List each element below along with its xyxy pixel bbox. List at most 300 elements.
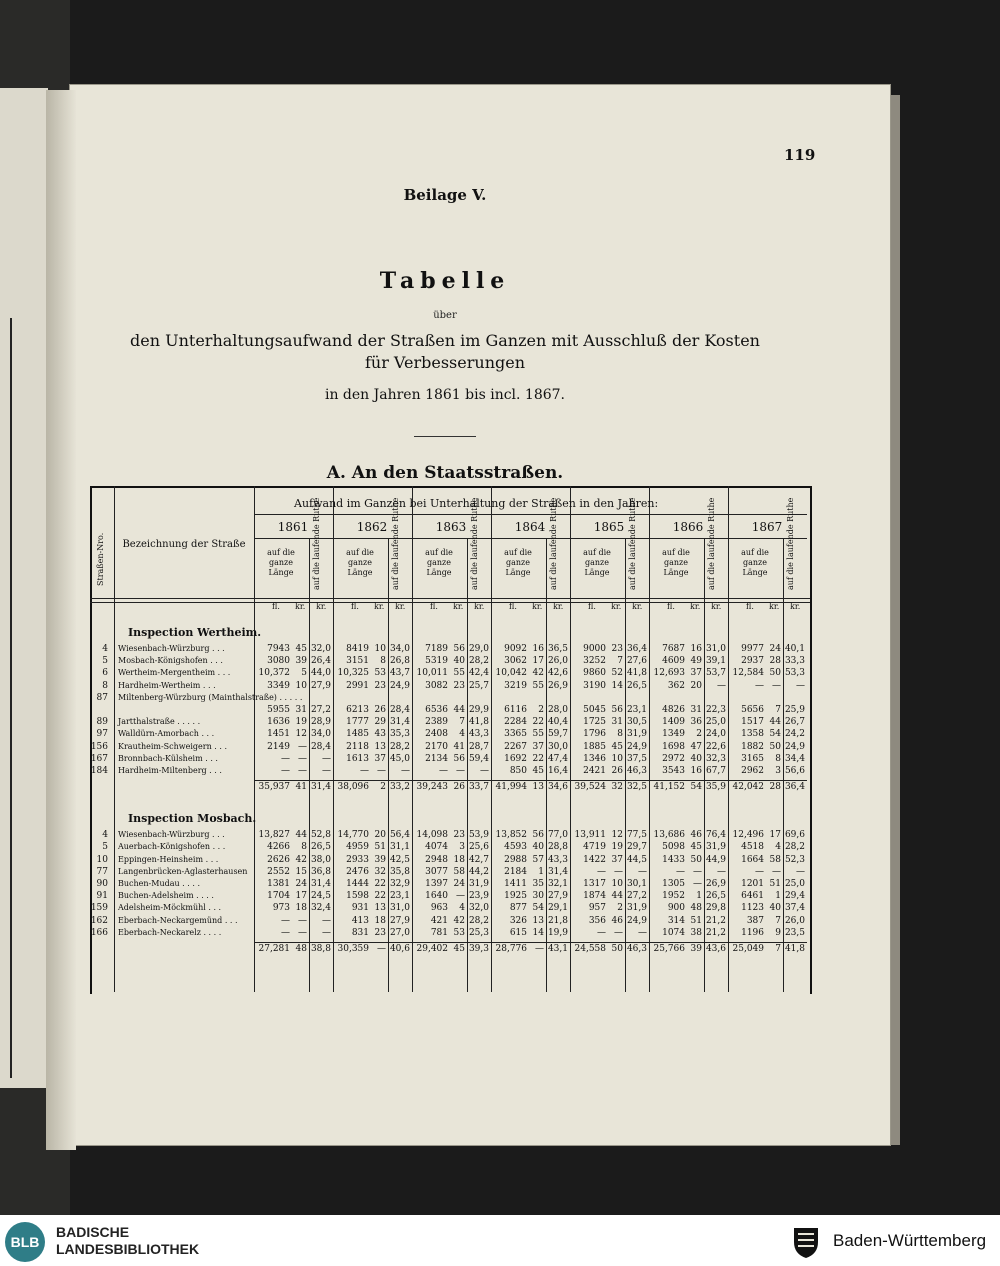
cell-rute: 27,2 xyxy=(310,705,331,715)
cell-fl: 413 xyxy=(351,915,369,926)
cell-fl: 1433 xyxy=(662,854,685,865)
cell-rute: 33,3 xyxy=(784,656,805,667)
cell-fl: 3165 xyxy=(741,753,764,764)
cell-kr: 10 xyxy=(295,680,307,691)
cell-rute: 26,0 xyxy=(547,656,568,667)
book-gutter xyxy=(46,90,76,1150)
row-number: 77 xyxy=(96,866,108,877)
cell-rute: 21,2 xyxy=(705,915,726,926)
cell-kr: 39 xyxy=(295,656,307,667)
cell-kr: 32 xyxy=(374,866,386,877)
cell-kr: 52 xyxy=(611,668,623,679)
cell-kr: — xyxy=(298,915,307,926)
cell-kr: 51 xyxy=(374,842,386,853)
cell-rute: 42,4 xyxy=(468,668,489,679)
cell-rute: 27,0 xyxy=(389,927,410,938)
blb-line-2: LANDESBIBLIOTHEK xyxy=(56,1241,200,1257)
unit-kr: kr. xyxy=(374,602,385,611)
row-name: Wiesenbach-Würzburg . . . xyxy=(118,830,225,840)
col-divider xyxy=(114,486,115,992)
cell-rute: 43,3 xyxy=(547,854,568,865)
sub-header-rute: auf die laufende Ruthe xyxy=(628,497,637,590)
cell-fl: 1704 xyxy=(267,891,290,902)
cell-rute: 36,8 xyxy=(310,866,331,877)
unit-fl: fl. xyxy=(509,602,517,611)
cell-kr: 50 xyxy=(690,854,702,865)
header-rule xyxy=(254,514,807,515)
total-rute: 33,2 xyxy=(389,782,410,793)
cell-kr: 44 xyxy=(611,891,623,902)
cell-fl: 6536 xyxy=(425,705,448,715)
cell-rute: 44,0 xyxy=(310,668,331,679)
cell-kr: 44 xyxy=(453,705,465,715)
cell-rute: 25,9 xyxy=(784,705,805,715)
total-rute: 33,7 xyxy=(468,782,489,793)
unit-fl: fl. xyxy=(667,602,675,611)
cell-kr: 37 xyxy=(611,854,623,865)
cell-rute: 26,5 xyxy=(310,842,331,853)
cell-fl: 877 xyxy=(509,903,527,914)
cell-rute: 22,6 xyxy=(705,741,726,752)
cell-fl: — xyxy=(439,766,448,776)
cell-rute: — xyxy=(322,753,331,764)
cell-kr: 26 xyxy=(611,766,623,776)
cell-kr: 39 xyxy=(374,854,386,865)
total-kr: 48 xyxy=(295,944,307,954)
cell-kr: 23 xyxy=(453,680,465,691)
cell-kr: — xyxy=(298,766,307,776)
cell-rute: 76,4 xyxy=(705,830,726,841)
cell-kr: 29 xyxy=(374,717,386,728)
cell-kr: 20 xyxy=(374,830,386,841)
cell-fl: 1925 xyxy=(504,891,527,902)
total-rule xyxy=(254,780,807,781)
cell-fl: 1640 xyxy=(425,891,448,902)
cell-kr: 40 xyxy=(453,656,465,667)
cell-kr: 55 xyxy=(532,729,544,740)
total-fl: 24,558 xyxy=(574,944,606,954)
cell-rute: — xyxy=(322,915,331,926)
cell-rute: 40,1 xyxy=(784,644,805,654)
cell-fl: 2552 xyxy=(267,866,290,877)
cell-kr: 54 xyxy=(769,729,781,740)
unit-kr: kr. xyxy=(790,602,801,611)
cell-fl: 9000 xyxy=(583,644,606,654)
row-name: Eberbach-Neckarelz . . . . xyxy=(118,927,222,937)
cell-rute: 26,4 xyxy=(310,656,331,667)
beilage-heading xyxy=(0,186,1000,204)
cell-fl: 1598 xyxy=(346,891,369,902)
year-header: 1862 xyxy=(356,520,388,534)
row-number: 89 xyxy=(96,717,108,728)
cell-fl: 3082 xyxy=(425,680,448,691)
sub-header-rute: auf die laufende Ruthe xyxy=(549,497,558,590)
cell-rute: 23,5 xyxy=(784,927,805,938)
cell-fl: 1952 xyxy=(662,891,685,902)
cell-kr: 19 xyxy=(611,842,623,853)
cell-fl: 1317 xyxy=(583,879,606,889)
cell-fl: 9092 xyxy=(504,644,527,654)
cell-rute: 29,0 xyxy=(468,644,489,654)
cell-kr: 26 xyxy=(374,705,386,715)
cell-rute: 28,4 xyxy=(389,705,410,715)
sub-header-total: auf die ganze Länge xyxy=(425,548,453,577)
cell-rute: 29,4 xyxy=(784,891,805,902)
cell-fl: 1613 xyxy=(346,753,369,764)
cell-kr: 4 xyxy=(459,729,465,740)
cell-fl: — xyxy=(281,915,290,926)
cell-fl: — xyxy=(360,766,369,776)
cell-kr: 7 xyxy=(459,717,465,728)
cell-fl: 7943 xyxy=(267,644,290,654)
cell-kr: 12 xyxy=(611,830,623,841)
total-rute: 35,9 xyxy=(705,782,726,793)
total-kr: 26 xyxy=(453,782,465,793)
cell-rute: 35,3 xyxy=(389,729,410,740)
cell-rute: 24,9 xyxy=(626,915,647,926)
cell-kr: 2 xyxy=(696,729,702,740)
cell-rute: 28,9 xyxy=(310,717,331,728)
cell-kr: 22 xyxy=(374,891,386,902)
cell-kr: 38 xyxy=(690,927,702,938)
total-fl: 25,049 xyxy=(732,944,764,954)
cell-fl: 1451 xyxy=(267,729,290,740)
cell-fl: 3190 xyxy=(583,680,606,691)
cell-fl: 421 xyxy=(430,915,448,926)
cell-fl: 1411 xyxy=(504,879,527,889)
cell-fl: — xyxy=(676,866,685,877)
cell-fl: 1409 xyxy=(662,717,685,728)
cell-kr: — xyxy=(298,741,307,752)
unit-kr: kr. xyxy=(769,602,780,611)
table-title: Tabelle xyxy=(379,268,511,294)
cell-rute: 42,6 xyxy=(547,668,568,679)
cell-fl: — xyxy=(281,766,290,776)
cell-kr: — xyxy=(693,879,702,889)
cell-rute: 52,8 xyxy=(310,830,331,841)
row-name: Eberbach-Neckargemünd . . . xyxy=(118,915,238,925)
cell-rute: 25,7 xyxy=(468,680,489,691)
cell-kr: 1 xyxy=(538,866,544,877)
cell-rute: 27,9 xyxy=(389,915,410,926)
cell-rute: 21,2 xyxy=(705,927,726,938)
header-rule xyxy=(90,602,810,603)
year-header: 1864 xyxy=(514,520,546,534)
cell-rute: 42,5 xyxy=(389,854,410,865)
cell-fl: 9977 xyxy=(741,644,764,654)
row-name: Hardheim-Wertheim . . . xyxy=(118,680,216,690)
cell-fl: 2184 xyxy=(504,866,527,877)
cell-kr: 56 xyxy=(453,753,465,764)
row-number: 166 xyxy=(90,927,108,938)
cell-kr: 2 xyxy=(617,903,623,914)
sub-header-rute: auf die laufende Ruthe xyxy=(470,497,479,590)
sub-header-total: auf die ganze Länge xyxy=(346,548,374,577)
cell-fl: 1349 xyxy=(662,729,685,740)
data-table xyxy=(90,486,810,994)
unit-kr: kr. xyxy=(316,602,327,611)
cell-kr: — xyxy=(298,927,307,938)
blb-logo-icon[interactable]: BLB xyxy=(5,1222,45,1262)
total-fl: 38,096 xyxy=(337,782,369,793)
cell-kr: 22 xyxy=(532,753,544,764)
cell-fl: 2626 xyxy=(267,854,290,865)
cell-fl: 2149 xyxy=(267,741,290,752)
total-fl: 41,994 xyxy=(495,782,527,793)
cell-kr: 31 xyxy=(611,717,623,728)
cell-kr: 8 xyxy=(617,729,623,740)
cell-fl: 615 xyxy=(509,927,527,938)
cell-kr: 9 xyxy=(775,927,781,938)
cell-rute: 31,4 xyxy=(547,866,568,877)
cell-rute: 16,4 xyxy=(547,766,568,776)
cell-fl: 1882 xyxy=(741,741,764,752)
cell-rute: 41,8 xyxy=(468,717,489,728)
cell-kr: 13 xyxy=(374,903,386,914)
unit-kr: kr. xyxy=(553,602,564,611)
cell-rute: — xyxy=(480,766,489,776)
cell-fl: 3077 xyxy=(425,866,448,877)
cell-fl: 5955 xyxy=(267,705,290,715)
beilage-label: Beilage V. xyxy=(403,186,487,204)
cell-fl: 8419 xyxy=(346,644,369,654)
cell-kr: 57 xyxy=(532,854,544,865)
cell-rute: 27,9 xyxy=(547,891,568,902)
cell-rute: 24,9 xyxy=(389,680,410,691)
cell-fl: 1517 xyxy=(741,717,764,728)
cell-kr: 8 xyxy=(301,842,307,853)
cell-kr: 31 xyxy=(690,705,702,715)
total-fl: 42,042 xyxy=(732,782,764,793)
unit-kr: kr. xyxy=(611,602,622,611)
cell-kr: 51 xyxy=(769,879,781,889)
cell-rute: 47,4 xyxy=(547,753,568,764)
cell-rute: 77,0 xyxy=(547,830,568,841)
cell-kr: 45 xyxy=(295,644,307,654)
cell-rute: 44,2 xyxy=(468,866,489,877)
cell-kr: 18 xyxy=(374,915,386,926)
cell-fl: 2421 xyxy=(583,766,606,776)
row-name: Wiesenbach-Würzburg . . . xyxy=(118,644,225,653)
year-header: 1866 xyxy=(672,520,704,534)
cell-kr: 23 xyxy=(374,927,386,938)
cell-kr: 50 xyxy=(769,668,781,679)
cell-rute: 27,9 xyxy=(310,680,331,691)
cell-rute: 26,5 xyxy=(626,680,647,691)
cell-fl: 1485 xyxy=(346,729,369,740)
cell-kr: 23 xyxy=(611,644,623,654)
bw-name[interactable]: Baden-Württemberg xyxy=(833,1231,987,1250)
cell-rute: — xyxy=(796,680,805,691)
cell-fl: 12,496 xyxy=(732,830,764,841)
cell-kr: 7 xyxy=(775,705,781,715)
unit-kr: kr. xyxy=(453,602,464,611)
row-number: 156 xyxy=(90,741,108,752)
sub-header-rute: auf die laufende Ruthe xyxy=(707,497,716,590)
cell-kr: 17 xyxy=(295,891,307,902)
row-name: Wertheim-Mergentheim . . . xyxy=(118,668,231,678)
cell-kr: — xyxy=(377,766,386,776)
cell-rute: — xyxy=(717,866,726,877)
cell-fl: 3219 xyxy=(504,680,527,691)
header-rule xyxy=(254,538,807,539)
row-name: Buchen-Adelsheim . . . . xyxy=(118,891,214,901)
total-kr: 54 xyxy=(690,782,702,793)
cell-rute: 56,4 xyxy=(389,830,410,841)
cell-fl: 10,325 xyxy=(337,668,369,679)
cell-fl: 2170 xyxy=(425,741,448,752)
cell-fl: 5319 xyxy=(425,656,448,667)
cell-fl: 10,042 xyxy=(495,668,527,679)
row-number: 5 xyxy=(102,842,108,853)
total-rute: 32,5 xyxy=(626,782,647,793)
unit-kr: kr. xyxy=(532,602,543,611)
footer-bar xyxy=(0,1215,1000,1266)
cell-kr: 46 xyxy=(611,915,623,926)
cell-rute: 29,1 xyxy=(547,903,568,914)
cell-fl: 1692 xyxy=(504,753,527,764)
cell-rute: 53,9 xyxy=(468,830,489,841)
inspection-heading: Inspection Wertheim. xyxy=(128,626,262,639)
cell-fl: 314 xyxy=(667,915,685,926)
cell-fl: 387 xyxy=(746,915,764,926)
cell-kr: 45 xyxy=(690,842,702,853)
cell-fl: 2476 xyxy=(346,866,369,877)
cell-rute: 36,4 xyxy=(626,644,647,654)
sub-header-rute: auf die laufende Ruthe xyxy=(312,497,321,590)
total-rute: 31,4 xyxy=(310,782,331,793)
cell-rute: 30,5 xyxy=(626,717,647,728)
total-kr: 32 xyxy=(611,782,623,793)
cell-fl: 12,693 xyxy=(653,668,685,679)
inspection-heading: Inspection Mosbach. xyxy=(128,812,257,826)
cell-rute: 45,0 xyxy=(389,753,410,764)
left-page-edge xyxy=(0,88,48,1088)
cell-kr: 42 xyxy=(453,915,465,926)
cell-rute: 43,7 xyxy=(389,668,410,679)
cell-rute: 32,1 xyxy=(547,879,568,889)
cell-rute: 43,3 xyxy=(468,729,489,740)
total-fl: 27,281 xyxy=(258,944,290,954)
cell-rute: 24,0 xyxy=(705,729,726,740)
cell-rute: 59,4 xyxy=(468,753,489,764)
cell-rute: 31,1 xyxy=(389,842,410,853)
total-kr: 2 xyxy=(380,782,386,793)
cell-kr: 50 xyxy=(769,741,781,752)
cell-fl: — xyxy=(281,753,290,764)
cell-kr: 48 xyxy=(690,903,702,914)
sub-header-rute: auf die laufende Ruthe xyxy=(391,497,400,590)
cell-kr: — xyxy=(298,753,307,764)
unit-fl: fl. xyxy=(746,602,754,611)
row-number: 8 xyxy=(102,680,108,691)
total-rute: 46,3 xyxy=(626,944,647,954)
row-number: 167 xyxy=(90,753,108,764)
cell-rute: 46,3 xyxy=(626,766,647,776)
unit-fl: fl. xyxy=(351,602,359,611)
blb-name[interactable] xyxy=(56,1224,199,1258)
cell-kr: 16 xyxy=(690,766,702,776)
cell-rute: 21,8 xyxy=(547,915,568,926)
total-kr: 28 xyxy=(769,782,781,793)
group-header: Aufwand im Ganzen bei Unterhaltung der Straßen in den Jahren: xyxy=(294,497,659,510)
cell-fl: — xyxy=(755,866,764,877)
row-name: Eppingen-Heinsheim . . . xyxy=(118,854,219,864)
cell-kr: 44 xyxy=(769,717,781,728)
cell-kr: 44 xyxy=(295,830,307,841)
cell-fl: 3349 xyxy=(267,680,290,691)
cell-rute: 35,8 xyxy=(389,866,410,877)
cell-kr: 10 xyxy=(611,753,623,764)
cell-fl: — xyxy=(597,866,606,877)
cell-fl: 7189 xyxy=(425,644,448,654)
cell-rute: — xyxy=(322,927,331,938)
row-number: 4 xyxy=(102,644,108,654)
cell-fl: 2937 xyxy=(741,656,764,667)
cell-rute: — xyxy=(401,766,410,776)
cell-kr: 5 xyxy=(301,668,307,679)
cell-fl: 831 xyxy=(351,927,369,938)
cell-rute: — xyxy=(638,927,647,938)
cell-kr: 53 xyxy=(374,668,386,679)
total-fl: 39,524 xyxy=(574,782,606,793)
section-heading: A. An den Staatsstraßen. xyxy=(326,463,564,483)
cell-fl: 1422 xyxy=(583,854,606,865)
cell-kr: 13 xyxy=(374,741,386,752)
cell-kr: 37 xyxy=(532,741,544,752)
row-number: 90 xyxy=(96,879,108,889)
cell-rute: 29,8 xyxy=(705,903,726,914)
cell-fl: — xyxy=(597,927,606,938)
cell-kr: — xyxy=(456,891,465,902)
cell-kr: 14 xyxy=(611,680,623,691)
cell-fl: 1777 xyxy=(346,717,369,728)
cell-rute: 34,0 xyxy=(389,644,410,654)
cell-kr: 56 xyxy=(532,830,544,841)
cell-fl: 12,584 xyxy=(732,668,764,679)
cell-rute: 34,0 xyxy=(310,729,331,740)
cell-rute: 31,9 xyxy=(468,879,489,889)
cell-rute: — xyxy=(322,766,331,776)
cell-fl: — xyxy=(281,927,290,938)
cell-kr: 7 xyxy=(775,915,781,926)
cell-fl: 2134 xyxy=(425,753,448,764)
cell-fl: 4826 xyxy=(662,705,685,715)
cell-rute: 23,9 xyxy=(468,891,489,902)
cell-kr: 40 xyxy=(532,842,544,853)
cell-rute: — xyxy=(717,680,726,691)
cell-fl: 4719 xyxy=(583,842,606,853)
total-rute: 39,3 xyxy=(468,944,489,954)
year-header: 1865 xyxy=(593,520,625,534)
unit-kr: kr. xyxy=(474,602,485,611)
unit-kr: kr. xyxy=(395,602,406,611)
cell-rute: 39,1 xyxy=(705,656,726,667)
cell-rute: 37,5 xyxy=(626,753,647,764)
cell-fl: 1725 xyxy=(583,717,606,728)
cell-fl: 2988 xyxy=(504,854,527,865)
row-number: 159 xyxy=(90,903,108,914)
cell-kr: — xyxy=(693,866,702,877)
cell-kr: 28 xyxy=(769,656,781,667)
cell-kr: 47 xyxy=(690,741,702,752)
bw-coat-of-arms-icon[interactable] xyxy=(790,1222,822,1260)
row-number: 10 xyxy=(96,854,108,865)
cell-rute: 31,9 xyxy=(705,842,726,853)
cell-rute: 23,1 xyxy=(626,705,647,715)
cell-fl: 2408 xyxy=(425,729,448,740)
cell-rute: 53,3 xyxy=(784,668,805,679)
